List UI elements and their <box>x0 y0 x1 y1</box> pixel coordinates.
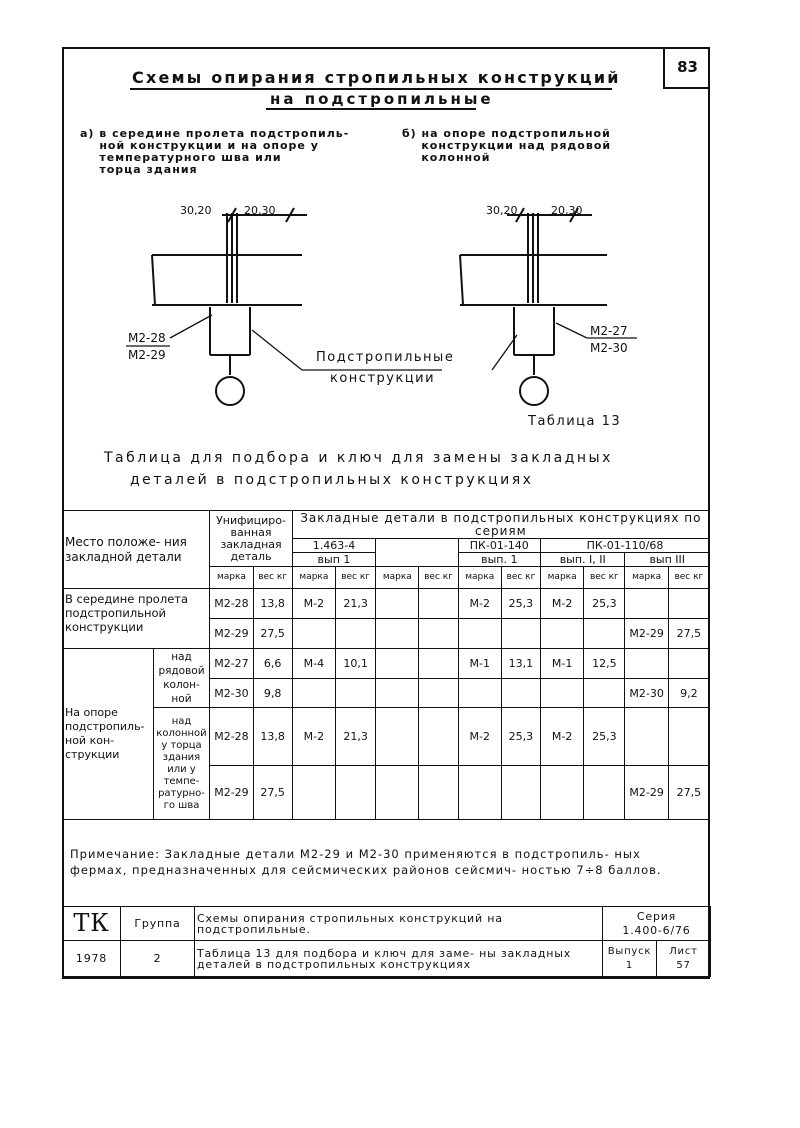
cell: 6,6 <box>253 649 292 679</box>
cell: М2-30 <box>625 679 668 708</box>
mark-label: М2-29 <box>128 348 166 362</box>
cell <box>584 619 625 649</box>
cell <box>336 619 376 649</box>
cell <box>336 766 376 820</box>
cell <box>458 679 501 708</box>
table-title: Таблица для подбора и ключ для замены закладных <box>104 450 613 466</box>
location-middle: В середине пролета подстропильной конструкции <box>63 589 210 649</box>
col-weight: вес кг <box>253 567 292 589</box>
dim-label-right-b: 20,30 <box>551 204 583 217</box>
cell <box>501 766 540 820</box>
sheet-label: Лист <box>669 945 698 957</box>
cell: 21,3 <box>336 589 376 619</box>
cell <box>419 649 458 679</box>
issue-block <box>603 941 657 977</box>
subtitle-underline <box>266 108 476 110</box>
col-mark: марка <box>458 567 501 589</box>
cell: М-2 <box>458 708 501 766</box>
cell: М2-29 <box>210 619 253 649</box>
mark-label: М2-27 <box>590 324 628 338</box>
col-weight: вес кг <box>419 567 458 589</box>
table-title: деталей в подстропильных конструкциях <box>130 472 534 488</box>
cell <box>376 766 419 820</box>
series-header: ПК-01-110/68 <box>541 539 710 553</box>
col-weight: вес кг <box>668 567 709 589</box>
cell: 25,3 <box>501 708 540 766</box>
support-schemes <box>62 195 710 435</box>
cell: М-1 <box>541 649 584 679</box>
cell <box>336 679 376 708</box>
embedded-parts-table <box>62 510 710 820</box>
header-location: Место положе- ния закладной детали <box>63 511 210 589</box>
cell: 25,3 <box>584 589 625 619</box>
cell: 27,5 <box>253 619 292 649</box>
table-label: Таблица 13 <box>528 414 622 429</box>
issue-label: Выпуск <box>607 945 652 957</box>
issue-header: вып. I, II <box>541 553 625 567</box>
cell <box>376 589 419 619</box>
mark-label: М2-28 <box>128 331 166 345</box>
series-header: ПК-01-140 <box>458 539 540 553</box>
cell: 13,1 <box>501 649 540 679</box>
mark-label: М2-30 <box>590 341 628 355</box>
location-support: На опоре подстропиль- ной кон- струкции <box>63 649 154 820</box>
cell <box>541 619 584 649</box>
cell <box>376 619 419 649</box>
cell: 25,3 <box>501 589 540 619</box>
series-header: 1.463-4 <box>292 539 375 553</box>
caption-a: а) в середине пролета подстропиль- ной конструкции и на опоре у температурного шва или торца здания <box>80 127 350 176</box>
cell <box>292 679 335 708</box>
header-unified: Унифициро- ванная закладная деталь <box>210 511 292 567</box>
cell: М-1 <box>458 649 501 679</box>
cell: М-2 <box>292 589 335 619</box>
cell <box>292 766 335 820</box>
description-1: Схемы опирания стропильных конструкций на подстропильные. <box>195 907 603 941</box>
substructure-label: Подстропильные <box>316 350 455 365</box>
dim-label-left-a: 30,20 <box>180 204 212 217</box>
issue-value: 1 <box>625 959 634 971</box>
cell <box>419 708 458 766</box>
col-weight: вес кг <box>584 567 625 589</box>
cell: 27,5 <box>668 766 709 820</box>
dim-label-left-b: 30,20 <box>486 204 518 217</box>
cell <box>376 649 419 679</box>
cell <box>584 766 625 820</box>
cell: М-2 <box>458 589 501 619</box>
cell: М2-29 <box>625 766 668 820</box>
cell <box>458 619 501 649</box>
cell <box>541 766 584 820</box>
col-mark: марка <box>541 567 584 589</box>
group-value: 2 <box>121 941 195 977</box>
cell: М-2 <box>541 589 584 619</box>
issue-header: вып 1 <box>292 553 375 567</box>
series-block <box>603 907 711 941</box>
cell: 27,5 <box>253 766 292 820</box>
sheet-value: 57 <box>676 959 691 971</box>
cell: 10,1 <box>336 649 376 679</box>
cell: 27,5 <box>668 619 709 649</box>
cell: М2-29 <box>210 766 253 820</box>
cell: М2-30 <box>210 679 253 708</box>
group-label: Группа <box>121 907 195 941</box>
cell <box>668 649 709 679</box>
col-mark: марка <box>292 567 335 589</box>
cell: 13,8 <box>253 708 292 766</box>
col-weight: вес кг <box>336 567 376 589</box>
cell: М2-28 <box>210 589 253 619</box>
issue-header: вып III <box>625 553 710 567</box>
cell <box>541 679 584 708</box>
cell: М2-27 <box>210 649 253 679</box>
cell: 21,3 <box>336 708 376 766</box>
series-label: Серия <box>636 909 677 923</box>
cell: 12,5 <box>584 649 625 679</box>
cell: 25,3 <box>584 708 625 766</box>
cell: 9,2 <box>668 679 709 708</box>
sheet-number: 83 <box>663 47 710 89</box>
substructure-label: конструкции <box>330 371 436 386</box>
issue-header: вып. 1 <box>458 553 540 567</box>
cell <box>625 649 668 679</box>
cell: М-4 <box>292 649 335 679</box>
table-row <box>63 708 710 766</box>
cell <box>501 619 540 649</box>
description-2: Таблица 13 для подбора и ключ для заме- ны закладных деталей в подстропильных конструкциях <box>195 941 603 977</box>
cell: М-2 <box>292 708 335 766</box>
table-row <box>63 589 710 619</box>
sheet-block <box>657 941 711 977</box>
header-embedded: Закладные детали в подстропильных конструкциях по сериям <box>292 511 709 539</box>
caption-b: б) на опоре подстропильной конструкции над рядовой колонной <box>402 127 612 164</box>
page-title: Схемы опирания стропильных конструкций <box>132 68 621 87</box>
cell <box>292 619 335 649</box>
series-value: 1.400-6/76 <box>622 923 691 937</box>
col-mark: марка <box>210 567 253 589</box>
cell <box>376 708 419 766</box>
sub-location-end: над колонной у торца здания или у темпе- ратурно- го шва <box>153 708 210 820</box>
cell <box>501 679 540 708</box>
dim-label-right-a: 20,30 <box>244 204 276 217</box>
col-mark: марка <box>625 567 668 589</box>
cell <box>668 589 709 619</box>
page-subtitle: на подстропильные <box>270 90 494 108</box>
cell: М2-28 <box>210 708 253 766</box>
cell: М2-29 <box>625 619 668 649</box>
table-row <box>63 649 710 679</box>
cell <box>419 619 458 649</box>
cell <box>419 766 458 820</box>
sub-location-row-col: над рядовой колон- ной <box>153 649 210 708</box>
series-header-empty <box>376 539 458 567</box>
org-code: ТК <box>63 907 121 941</box>
col-mark: марка <box>376 567 419 589</box>
cell <box>584 679 625 708</box>
cell: 9,8 <box>253 679 292 708</box>
cell <box>668 708 709 766</box>
cell <box>625 708 668 766</box>
note-text: Примечание: Закладные детали М2-29 и М2-30 применяются в подстропиль- ных фермах, предназначенных для сейсмических районов сейсмич- ностью 7÷8 баллов. <box>70 847 662 877</box>
year: 1978 <box>63 941 121 977</box>
cell <box>419 589 458 619</box>
col-weight: вес кг <box>501 567 540 589</box>
cell: М-2 <box>541 708 584 766</box>
cell <box>625 589 668 619</box>
title-block <box>62 906 711 977</box>
cell <box>458 766 501 820</box>
cell <box>376 679 419 708</box>
cell: 13,8 <box>253 589 292 619</box>
cell <box>419 679 458 708</box>
